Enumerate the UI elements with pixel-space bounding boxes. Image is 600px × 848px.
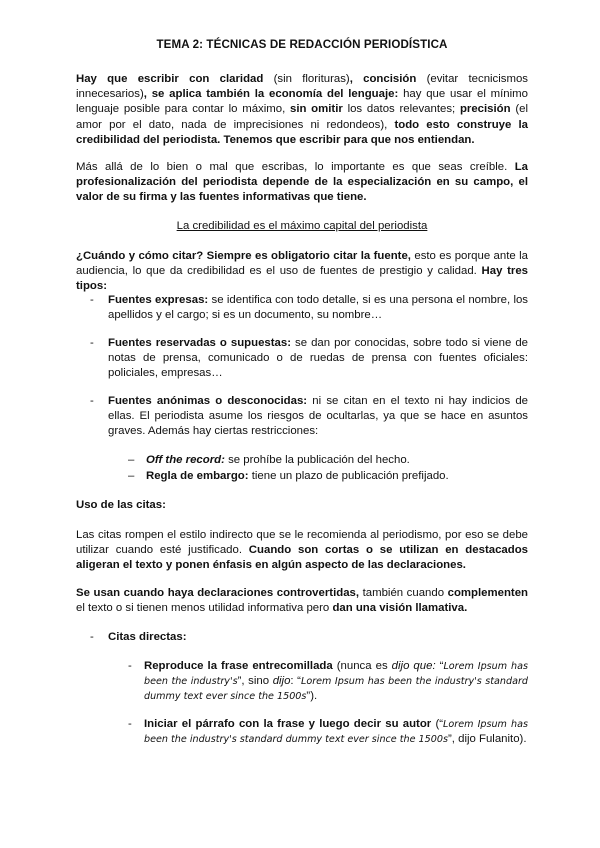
text: se dan por conocidas, sobre todo si viene de notas de prensa, comunicado o de ruedas de prensa con fuentes oficiales: policiales, empresas… bbox=[108, 337, 528, 380]
list-item-text bbox=[108, 293, 528, 323]
text: se prohíbe la publicación del hecho. bbox=[224, 454, 410, 466]
text-bold: Regla de embargo: bbox=[146, 470, 249, 482]
dash-bullet: - bbox=[128, 660, 132, 672]
text-bold: , concisión bbox=[349, 73, 417, 85]
paragraph-credibilidad bbox=[76, 160, 528, 206]
text-bold: Iniciar el párrafo con la frase y luego decir su autor bbox=[144, 718, 432, 730]
list-item-text bbox=[108, 394, 528, 440]
paragraph-claridad bbox=[76, 72, 528, 148]
text: (nunca es bbox=[332, 660, 392, 672]
paragraph-citar bbox=[76, 249, 528, 295]
text-bold: Citas directas: bbox=[108, 631, 187, 643]
dash-bullet: - bbox=[90, 395, 94, 407]
text: también cuando bbox=[359, 587, 448, 599]
text-bold: ¿Cuándo y cómo citar? Siempre es obligatorio citar la fuente, bbox=[76, 250, 411, 262]
text: el texto o si tienen menos utilidad informativa pero bbox=[76, 602, 333, 615]
list-item-text bbox=[146, 453, 528, 468]
text: ”, dijo Fulanito). bbox=[447, 733, 527, 746]
text-bold: dan una visión llamativa. bbox=[332, 602, 468, 615]
text-bold: , se aplica también la economía del lenguaje: bbox=[143, 88, 399, 101]
list-item-text bbox=[108, 336, 528, 382]
dash-bullet: – bbox=[128, 470, 135, 482]
underlined-heading: La credibilidad es el máximo capital del periodista bbox=[176, 220, 428, 232]
text: los datos relevantes; bbox=[342, 103, 460, 116]
list-item-text bbox=[144, 659, 528, 705]
paragraph-uso-citas bbox=[76, 528, 528, 574]
text-bold: Se usan cuando haya declaraciones controvertidas, bbox=[76, 587, 360, 599]
text: (“ bbox=[431, 718, 444, 730]
text-bold: todo esto construye la credibilidad del periodista. Tenemos que escribir para que nos entiendan. bbox=[76, 118, 528, 146]
text-bold: Cuando son cortas o se utilizan en destacados aligeran el texto y ponen énfasis en algún aspecto de las declaraciones. bbox=[76, 544, 528, 572]
text: (evitar tecnicismos innecesarios) bbox=[76, 73, 529, 101]
text: Más allá de lo bien o mal que escribas, lo importante es que seas creíble. bbox=[76, 161, 515, 173]
text-bold-italic: Off the record: bbox=[146, 454, 225, 466]
text-bold: La profesionalización del periodista depende de la especialización en su campo, el valor de su firma y las fuentes informativas que tiene. bbox=[76, 161, 528, 204]
list-item-text bbox=[144, 717, 528, 747]
text: ni se citan en el texto ni hay indicios de ellas. El periodista asume los riesgos de ocultarlas, ya que se hace en asuntos graves. Además hay ciertas restricciones: bbox=[108, 395, 528, 438]
text-bold: Hay tres tipos: bbox=[76, 265, 528, 293]
list-item-text bbox=[108, 630, 528, 645]
list-item-text bbox=[146, 469, 528, 484]
text: “ bbox=[435, 660, 444, 672]
quote-text: Lorem Ipsum has been the industry's bbox=[144, 661, 528, 688]
text-bold: Hay que escribir con claridad bbox=[76, 73, 264, 85]
text: esto es porque ante la audiencia, lo que da credibilidad es el uso de fuentes de prestigio y calidad. bbox=[76, 250, 528, 278]
text: ”, sino bbox=[237, 675, 273, 688]
text-italic: dijo que: bbox=[391, 660, 436, 672]
text-bold: Fuentes anónimas o desconocidas: bbox=[108, 395, 308, 407]
dash-bullet: - bbox=[90, 337, 94, 349]
dash-bullet: - bbox=[90, 631, 94, 643]
text: se identifica con todo detalle, si es una persona el nombre, los apellidos y el cargo; si es un documento, su nombre… bbox=[108, 294, 529, 322]
text-bold: complementen bbox=[447, 587, 529, 599]
text: tiene un plazo de publicación prefijado. bbox=[248, 470, 449, 482]
text-bold: precisión bbox=[459, 103, 511, 116]
text-bold: Uso de las citas: bbox=[76, 499, 166, 511]
section-heading-uso-citas bbox=[76, 498, 528, 513]
text: hay que usar el mínimo lenguaje posible para contar lo máximo, bbox=[76, 88, 528, 116]
text: ”). bbox=[306, 690, 318, 703]
text: Las citas rompen el estilo indirecto que se le recomienda al periodismo, por eso se debe utilizar cuando esté justificado. bbox=[76, 529, 528, 557]
text-bold: Fuentes reservadas o supuestas: bbox=[108, 337, 292, 349]
text-bold: Reproduce la frase entrecomillada bbox=[144, 660, 333, 672]
page-title: TEMA 2: TÉCNICAS DE REDACCIÓN PERIODÍSTICA bbox=[156, 38, 448, 51]
quote-text: Lorem Ipsum has been the industry's standard dummy text ever since the 1500s bbox=[144, 719, 528, 746]
text-bold: sin omitir bbox=[289, 103, 343, 116]
dash-bullet: - bbox=[90, 294, 94, 306]
text: (el amor por el dato, nada de imprecisiones ni redondeos), bbox=[76, 103, 528, 131]
dash-bullet: - bbox=[128, 718, 132, 730]
text: (sin florituras) bbox=[263, 73, 350, 85]
text-bold: Fuentes expresas: bbox=[108, 294, 209, 306]
text: : “ bbox=[290, 675, 301, 688]
quote-text: Lorem Ipsum has been the industry's standard dummy text ever since the 1500s bbox=[144, 676, 528, 703]
paragraph-cuando-usar bbox=[76, 586, 528, 616]
text-italic: dijo bbox=[272, 675, 291, 688]
dash-bullet: – bbox=[128, 454, 135, 466]
